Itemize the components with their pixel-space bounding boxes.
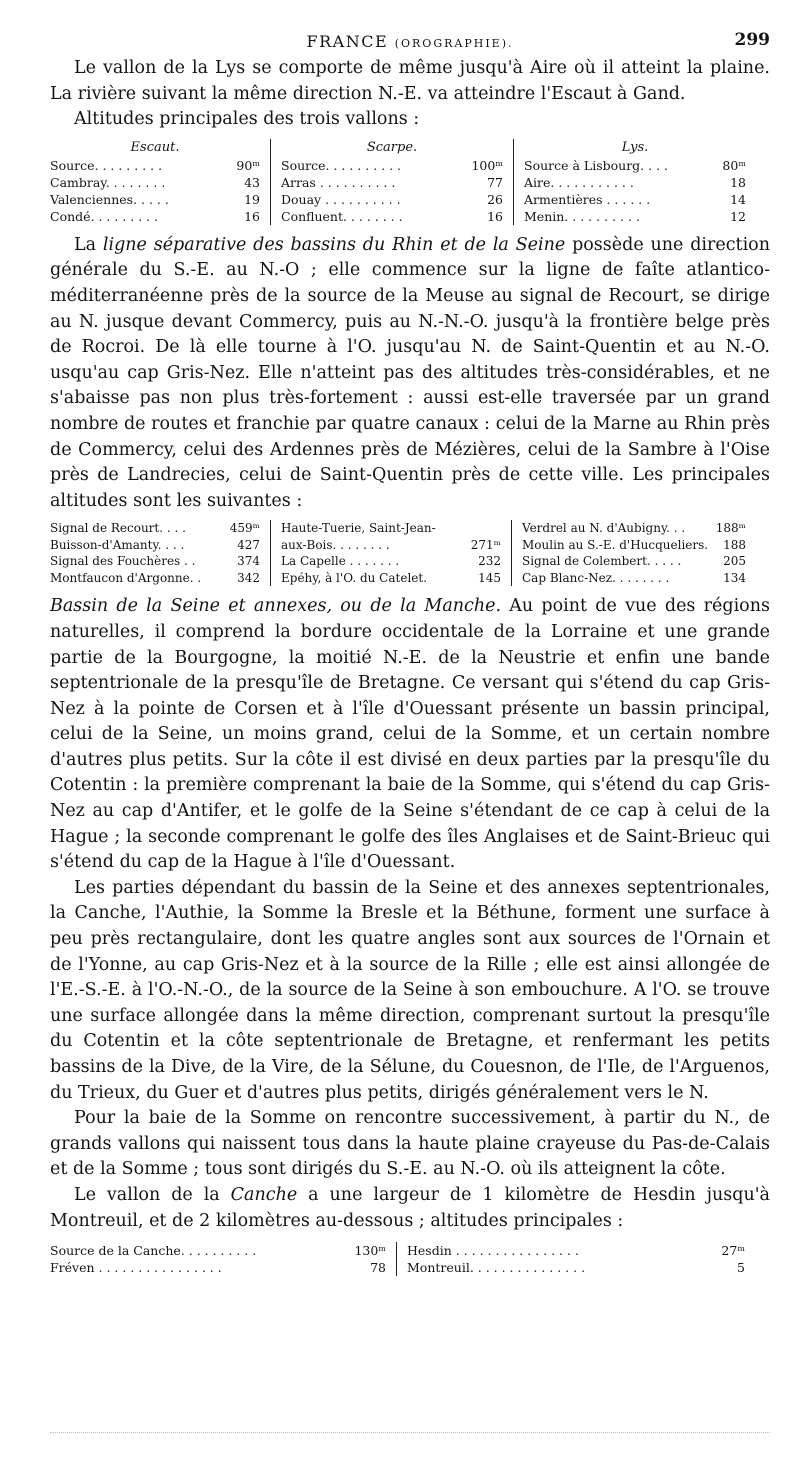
- paragraph-parties-dependant: Les parties dépendant du bassin de la Seine et des annexes septentrionales, la Canche, l'Authie, la Somme la Bresle et la Béthune, forment une surface à peu près rectangulaire, dont les quatre angles sont aux sources de l'Ornain et de l'Yonne, au cap Gris-Nez et à la source de la Rille ; elle est ainsi allongée de l'E.-S.-E. à l'O.-N.-O., de la source de la Seine à son embouchure. A l'O. se trouve une surface allongée dans la même direction, comprenant surtout la presqu'île du Cotentin et la côte septentrionale de Bretagne, et renfermant les petits bassins de la Dive, de la Vire, de la Sélune, du Couesnon, de l'Ile, de l'Arguenos, du Trieux, du Guer et d'autres plus petits, dirigés généralement vers le N.: [50, 877, 770, 1103]
- table-column-escaut: [50, 139, 270, 225]
- paragraph-ligne-separative: La ligne séparative des bassins du Rhin et de la Seine possède une direction générale du S.-E. au N.-O ; elle commence sur la ligne de faîte atlantico-méditerranéenne près de la source de la Meuse au signal de Recourt, se dirige au N. jusque devant Commercy, puis au N.-N.-O. jusqu'à la frontière belge près de Rocroi. De là elle tourne à l'O. jusqu'au N. de Saint-Quentin et au N.-O. usqu'au cap Gris-Nez. Elle n'atteint pas des altitudes très-considérables, et ne s'abaisse pas non plus très-fortement : aussi est-elle traversée par un grand nombre de routes et franchie par quatre canaux : celui de la Marne au Rhin près de Commercy, celui des Ardennes près de Mézières, celui de la Sambre à l'Oise près de Landrecies, celui de Saint-Quentin près de cette ville. Les principales altitudes sont les suivantes :: [50, 234, 770, 511]
- table-row: Cap Blanc-Nez. . . . . . . . 134: [522, 570, 746, 585]
- table-row: Confluent. . . . . . . . 16: [281, 208, 503, 224]
- running-title-sub: (OROGRAPHIE).: [394, 37, 514, 50]
- table-column: [270, 520, 511, 586]
- table-row: Valenciennes. . . . . 19: [50, 191, 260, 207]
- paragraph-altitudes-intro: Altitudes principales des trois vallons :: [74, 109, 420, 130]
- table-row: Douay . . . . . . . . . . 26: [281, 191, 503, 207]
- table-column: [50, 520, 270, 586]
- table-row: Source de la Canche. . . . . . . . . . 130ᵐ: [50, 1243, 386, 1259]
- table-canche-altitudes: [50, 1242, 770, 1276]
- table-row: Cambray. . . . . . . . 43: [50, 174, 260, 190]
- table-row: Verdrel au N. d'Aubigny. . . 188ᵐ: [522, 521, 746, 536]
- table-row: Moulin au S.-E. d'Hucqueliers. 188: [522, 537, 746, 552]
- paragraph-bassin-seine: Bassin de la Seine et annexes, ou de la Manche. Au point de vue des régions naturelles, il comprend la bordure occidentale de la Lorraine et une grande partie de la Bourgogne, la moitié N.-E. de la Neustrie et enfin une bande septentrionale de la presqu'île de Bretagne. Ce versant qui s'étend du cap Gris-Nez à la pointe de Corsen et à l'île d'Ouessant présente un bassin principal, celui de la Seine, un moins grand, celui de la Somme, et un certain nombre d'autres plus petits. Sur la côte il est divisé en deux parties par la presqu'île du Cotentin : la première comprenant la baie de la Somme, qui s'étend du cap Gris-Nez au cap d'Antifer, et le golfe de la Seine s'étendant de ce cap à celui de la Hague ; la seconde comprenant le golfe des îles Anglaises et de Saint-Brieuc qui s'étend du cap de la Hague à l'île d'Ouessant.: [50, 596, 770, 873]
- table-row: Montreuil. . . . . . . . . . . . . . . 5: [407, 1260, 745, 1276]
- table-row: Signal de Recourt. . . . 459ᵐ: [50, 521, 260, 536]
- table-row: Fréven . . . . . . . . . . . . . . . . 78: [50, 1260, 386, 1276]
- running-title: [50, 32, 770, 51]
- column-heading: Scarpe.: [366, 139, 418, 155]
- table-row: La Capelle . . . . . . . 232: [281, 554, 501, 569]
- table-row: Armentières . . . . . . 14: [524, 191, 746, 207]
- paragraph-baie-somme: Pour la baie de la Somme on rencontre successivement, à partir du N., de grands vallons qui naissent tous dans la haute plaine crayeuse du Pas-de-Calais et de la Somme ; tous sont dirigés du S.-E. au N.-O. où ils atteignent la côte.: [50, 1108, 770, 1180]
- column-heading: Escaut.: [130, 139, 180, 155]
- table-column: [50, 1242, 396, 1276]
- table-principales-altitudes: [50, 520, 770, 586]
- table-column: [511, 520, 756, 586]
- table-row: Menin. . . . . . . . . . 12: [524, 208, 746, 224]
- paragraph-lys: Le vallon de la Lys se comporte de même jusqu'à Aire où il atteint la plaine. La rivière suivant la même direction N.-E. va atteindre l'Escaut à Gand.: [50, 58, 770, 104]
- table-column: [396, 1242, 755, 1276]
- table-row: Buisson-d'Amanty. . . . 427: [50, 537, 260, 552]
- table-row: Hesdin . . . . . . . . . . . . . . . . 27ᵐ: [407, 1243, 745, 1259]
- column-heading: Lys.: [621, 139, 649, 155]
- table-row: Haute-Tuerie, Saint-Jean-: [281, 521, 436, 536]
- table-row: Epéhy, à l'O. du Catelet. 145: [281, 570, 501, 585]
- bottom-dotted-rule: [50, 1432, 770, 1434]
- table-row: Montfaucon d'Argonne. . 342: [50, 570, 260, 585]
- table-column-scarpe: [270, 139, 513, 225]
- page-header: [50, 28, 770, 56]
- table-row: Signal des Fouchères . . 374: [50, 554, 260, 569]
- table-row: Source à Lisbourg. . . . 80ᵐ: [524, 157, 746, 173]
- table-row: aux-Bois. . . . . . . . 271ᵐ: [281, 537, 501, 552]
- page-number: 299: [734, 30, 770, 50]
- table-row: Source. . . . . . . . . . 100ᵐ: [281, 157, 503, 173]
- table-three-vallons: [50, 139, 770, 225]
- running-title-main: FRANCE: [306, 32, 389, 51]
- table-row: Signal de Colembert. . . . . 205: [522, 554, 746, 569]
- table-row: Condé. . . . . . . . . 16: [50, 208, 260, 224]
- table-column-lys: [513, 139, 756, 225]
- table-row: Arras . . . . . . . . . . 77: [281, 174, 503, 190]
- paragraph-vallon-canche: Le vallon de la Canche a une largeur de 1 kilomètre de Hesdin jusqu'à Montreuil, et de 2 kilomètres au-dessous ; altitudes principales :: [50, 1184, 770, 1231]
- table-row: Aire. . . . . . . . . . . 18: [524, 174, 746, 190]
- document-page: [50, 28, 770, 1284]
- table-row: Source. . . . . . . . . 90ᵐ: [50, 157, 260, 173]
